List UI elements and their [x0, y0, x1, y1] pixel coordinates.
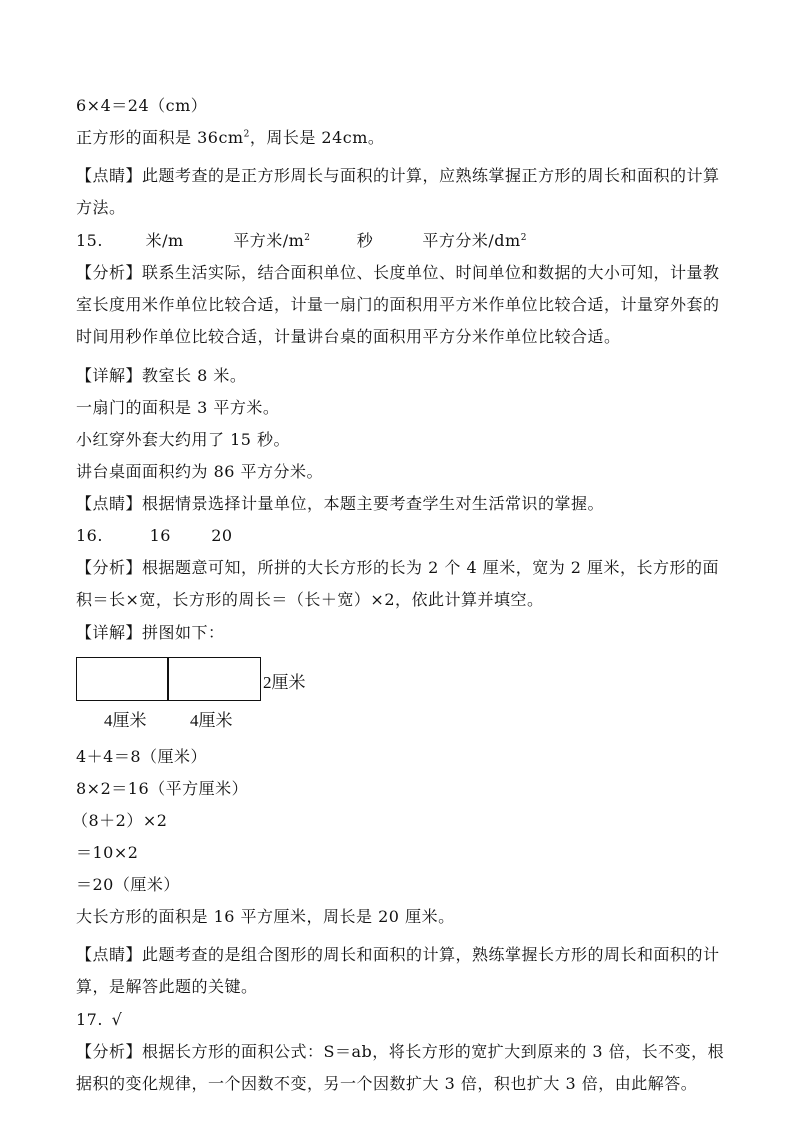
analysis-paragraph: 【分析】联系生活实际，结合面积单位、长度单位、时间单位和数据的大小可知，计量教室长度用米作单位比较合适，计量一扇门的面积用平方米作单位比较合适，计量穿外套的时间用秒作单位比较合适，计量讲台桌的面积用平方分米作单位比较合适。 [76, 263, 720, 346]
length-label-left: 4厘米 [104, 711, 147, 730]
calc-line: ＝10×2 [76, 843, 139, 862]
analysis-paragraph: 【分析】根据长方形的面积公式：S＝ab，将长方形的宽扩大到原来的 3 倍，长不变，根据积的变化规律，一个因数不变，另一个因数扩大 3 倍，积也扩大 3 倍，由此解答。 [76, 1042, 725, 1093]
calc-line: 8×2＝16（平方厘米） [76, 779, 249, 798]
answer-blank: 平方分米/dm2 [422, 231, 527, 250]
point-line: 【点睛】根据情景选择计量单位，本题主要考查学生对生活常识的掌握。 [76, 494, 605, 513]
point-paragraph: 【点睛】此题考查的是组合图形的周长和面积的计算，熟练掌握长方形的周长和面积的计算，是解答此题的关键。 [76, 945, 720, 996]
detail-line: 讲台桌面面积约为 86 平方分米。 [76, 462, 324, 481]
square-result-line: 正方形的面积是 $36cm^2$，周长是 24cm。 [76, 128, 385, 147]
detail-line: 【详解】拼图如下： [76, 623, 225, 642]
left-square [76, 657, 169, 701]
calc-line: ＝20（厘米） [76, 875, 180, 894]
rectangle-figure [76, 657, 726, 739]
question-number: 15. [76, 231, 103, 250]
detail-line: 【详解】教室长 8 米。 [76, 366, 247, 385]
question-number: 16. [76, 526, 103, 545]
right-square [167, 657, 261, 701]
result-line: 大长方形的面积是 16 平方厘米，周长是 20 厘米。 [76, 907, 455, 926]
question-number: 17. [76, 1010, 103, 1029]
calc-line: 4＋4＝8（厘米） [76, 747, 208, 766]
calc-line: 6×4＝24（cm） [76, 96, 208, 115]
answer-mark: √ [111, 1010, 123, 1029]
answer-blank: 平方米/m2 [233, 231, 311, 250]
detail-line: 小红穿外套大约用了 15 秒。 [76, 430, 291, 449]
point-paragraph: 【点睛】此题考查的是正方形周长与面积的计算，应熟练掌握正方形的周长和面积的计算方法。 [76, 166, 720, 217]
answer-blank: 20 [211, 526, 233, 545]
analysis-paragraph: 【分析】根据题意可知，所拼的大长方形的长为 2 个 4 厘米，宽为 2 厘米，长方形的面积＝长×宽，长方形的周长＝（长＋宽）×2，依此计算并填空。 [76, 558, 720, 609]
answer-blank: 秒 [356, 231, 374, 250]
document-page [72, 96, 726, 1113]
calc-line: （8＋2）×2 [72, 811, 168, 830]
width-label: 2厘米 [263, 673, 306, 692]
detail-line: 一扇门的面积是 3 平方米。 [76, 398, 280, 417]
answer-blank: 米/m [145, 231, 184, 250]
answer-blank: 16 [149, 526, 171, 545]
length-label-right: 4厘米 [190, 711, 233, 730]
